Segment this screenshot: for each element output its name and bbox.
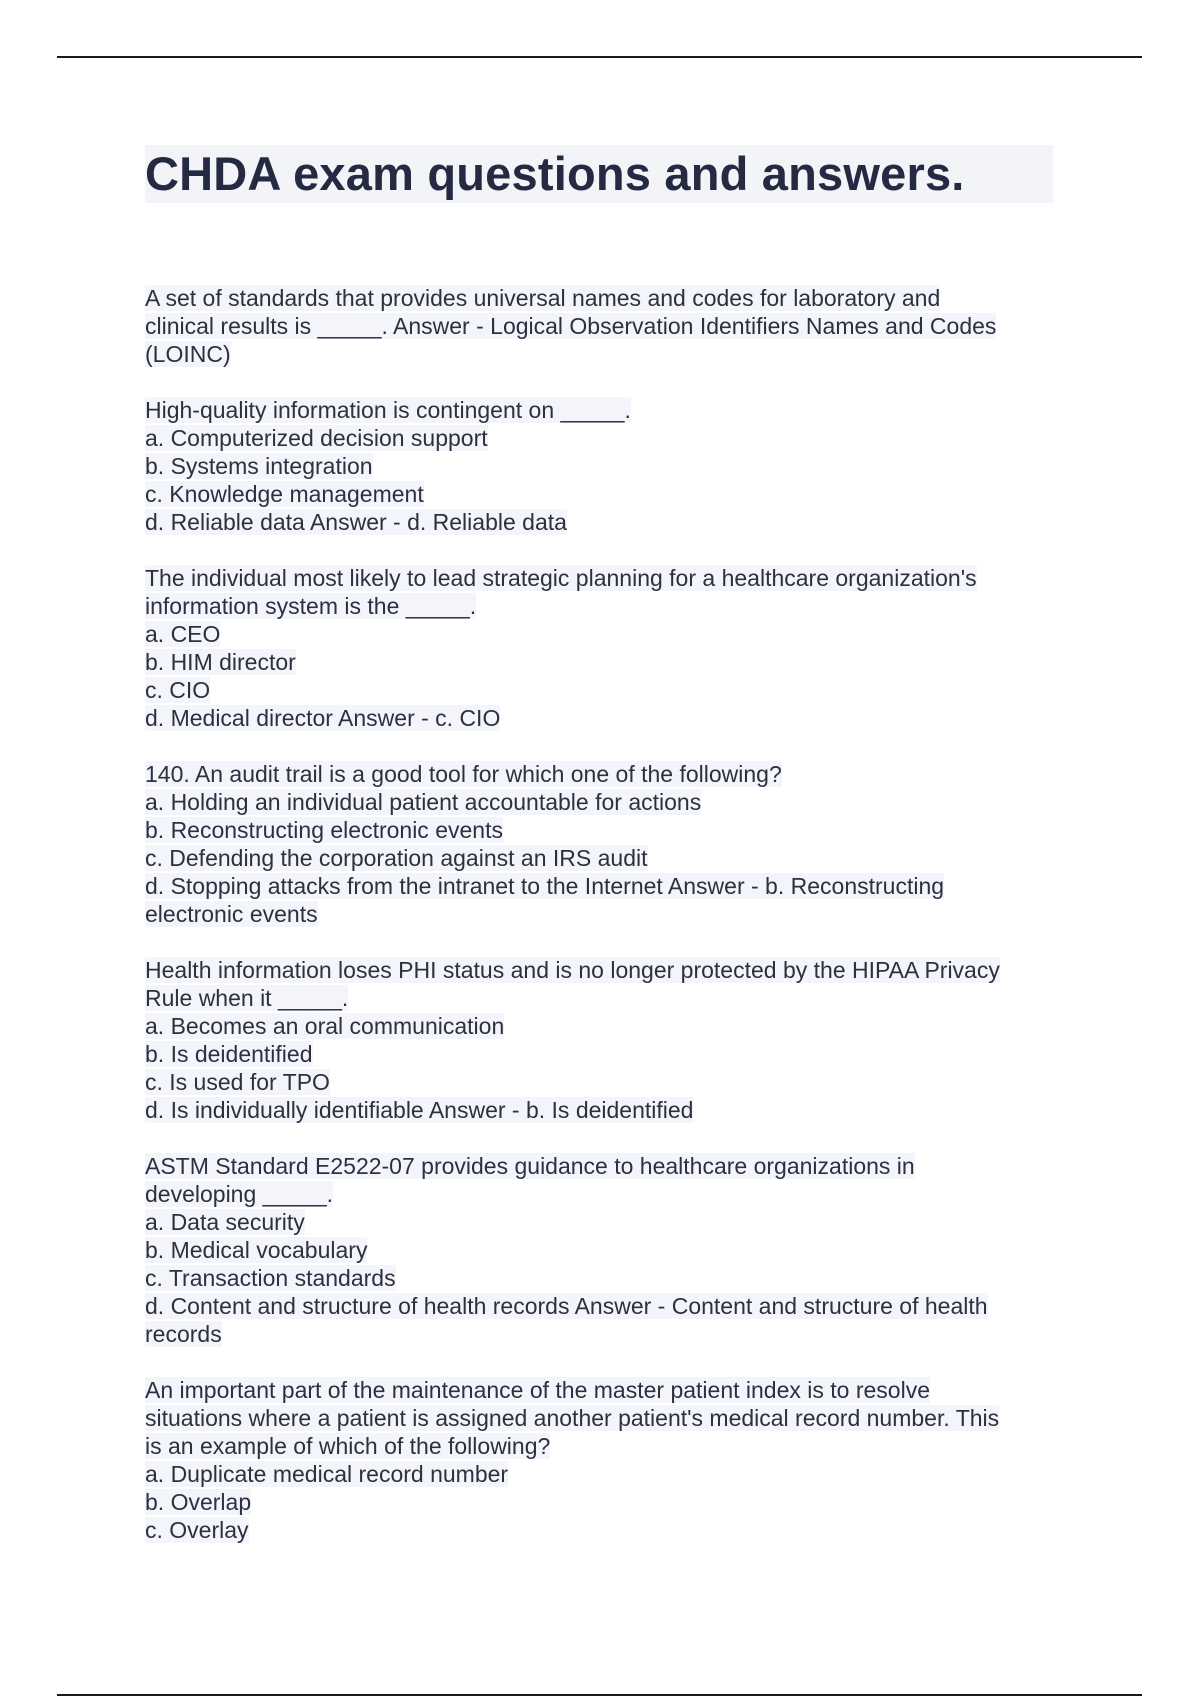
answer-option: c. Defending the corporation against an IRS audit bbox=[145, 845, 648, 871]
answer-option: a. Data security bbox=[145, 1209, 305, 1235]
answer-option: a. Becomes an oral communication bbox=[145, 1013, 505, 1039]
text-line: situations where a patient is assigned another patient's medical record number. This bbox=[145, 1405, 1000, 1431]
answer-option: b. Systems integration bbox=[145, 453, 373, 479]
top-rule bbox=[57, 56, 1142, 58]
text-line: Health information loses PHI status and is no longer protected by the HIPAA Privacy bbox=[145, 957, 1000, 983]
answer-option: b. Medical vocabulary bbox=[145, 1237, 368, 1263]
text-line: 140. An audit trail is a good tool for which one of the following? bbox=[145, 761, 782, 787]
text-line: ASTM Standard E2522-07 provides guidance to healthcare organizations in bbox=[145, 1153, 915, 1179]
answer-option: d. Medical director Answer - c. CIO bbox=[145, 705, 501, 731]
question-block bbox=[145, 284, 1065, 368]
answer-option: d. Stopping attacks from the intranet to the Internet Answer - b. Reconstructing bbox=[145, 873, 945, 899]
text-line: is an example of which of the following? bbox=[145, 1433, 551, 1459]
text-line: electronic events bbox=[145, 901, 318, 927]
answer-option: a. CEO bbox=[145, 621, 221, 647]
text-line: High-quality information is contingent on _____. bbox=[145, 397, 631, 423]
question-block bbox=[145, 760, 1065, 928]
answer-option: d. Is individually identifiable Answer - b. Is deidentified bbox=[145, 1097, 694, 1123]
text-line: information system is the _____. bbox=[145, 593, 477, 619]
text-line: clinical results is _____. Answer - Logical Observation Identifiers Names and Codes bbox=[145, 313, 997, 339]
page-title: CHDA exam questions and answers. bbox=[145, 147, 965, 200]
text-line: (LOINC) bbox=[145, 341, 231, 367]
question-block bbox=[145, 956, 1065, 1124]
question-block bbox=[145, 396, 1065, 536]
answer-option: b. Reconstructing electronic events bbox=[145, 817, 503, 843]
question-block bbox=[145, 564, 1065, 732]
text-line: The individual most likely to lead strategic planning for a healthcare organization's bbox=[145, 565, 977, 591]
answer-option: a. Duplicate medical record number bbox=[145, 1461, 509, 1487]
answer-option: d. Content and structure of health records Answer - Content and structure of health bbox=[145, 1293, 988, 1319]
answer-option: c. Is used for TPO bbox=[145, 1069, 330, 1095]
answer-option: d. Reliable data Answer - d. Reliable data bbox=[145, 509, 567, 535]
text-line: An important part of the maintenance of the master patient index is to resolve bbox=[145, 1377, 930, 1403]
answer-option: c. CIO bbox=[145, 677, 211, 703]
answer-option: b. Is deidentified bbox=[145, 1041, 313, 1067]
question-block bbox=[145, 1152, 1065, 1348]
answer-option: b. Overlap bbox=[145, 1489, 252, 1515]
answer-option: a. Computerized decision support bbox=[145, 425, 488, 451]
document-body bbox=[145, 284, 1065, 1572]
answer-option: c. Knowledge management bbox=[145, 481, 424, 507]
text-line: developing _____. bbox=[145, 1181, 333, 1207]
answer-option: b. HIM director bbox=[145, 649, 296, 675]
text-line: Rule when it _____. bbox=[145, 985, 349, 1011]
question-block bbox=[145, 1376, 1065, 1544]
answer-option: a. Holding an individual patient accountable for actions bbox=[145, 789, 702, 815]
answer-option: c. Transaction standards bbox=[145, 1265, 396, 1291]
answer-option: c. Overlay bbox=[145, 1517, 249, 1543]
text-line: records bbox=[145, 1321, 222, 1347]
text-line: A set of standards that provides universal names and codes for laboratory and bbox=[145, 285, 941, 311]
bottom-rule bbox=[57, 1694, 1142, 1696]
